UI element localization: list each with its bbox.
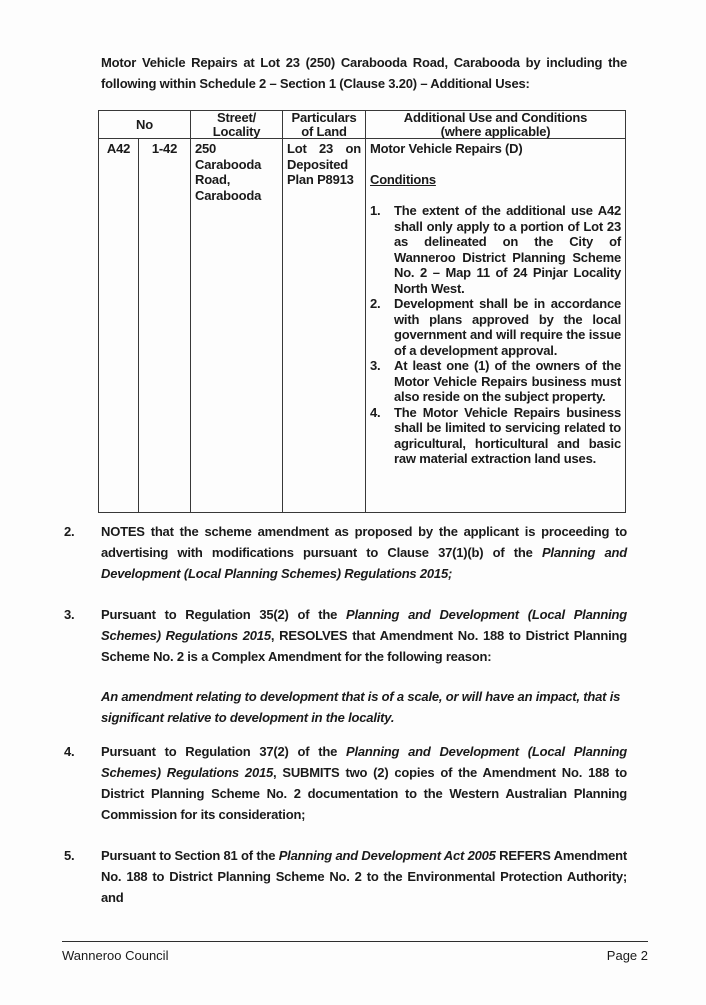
col-header-street-locality xyxy=(191,111,283,139)
col-header-no: No xyxy=(99,111,191,139)
spacer xyxy=(370,188,621,204)
complex-amendment-reason: An amendment relating to development that is of a scale, or will have an impact, that is significant relative to development in the locality. xyxy=(101,689,621,725)
item-text-segment: Pursuant to Regulation 35(2) of the xyxy=(101,607,346,622)
item-text-segment: NOTES that the scheme amendment as proposed by the applicant is proceeding to advertising with modifications pursuant to Clause 37(1)(b) of the xyxy=(101,524,627,560)
item-number: 5. xyxy=(64,848,75,863)
condition-text: Development shall be in accordance with plans approved by the local government and will require the issue of a development approval. xyxy=(394,296,621,358)
header-additional-line1: Additional Use and Conditions xyxy=(403,110,588,125)
condition-item xyxy=(370,296,621,358)
cell-no-range: 1-42 xyxy=(139,139,191,513)
header-street-line2: Locality xyxy=(212,123,261,139)
footer-council-name: Wanneroo Council xyxy=(62,948,169,963)
condition-item xyxy=(370,203,621,296)
resolution-item-3 xyxy=(64,604,627,667)
condition-item xyxy=(370,358,621,405)
item-number: 4. xyxy=(64,744,75,759)
col-header-additional-use xyxy=(366,111,626,139)
header-street-line1: Street/ xyxy=(216,110,257,125)
table-header-row xyxy=(99,111,626,139)
item-text xyxy=(101,604,627,667)
item-text-segment: Pursuant to Section 81 of the xyxy=(101,848,279,863)
condition-number: 4. xyxy=(370,404,381,420)
item-text-italic: Planning and Development (Local Planning Schemes) Regulations 2015 xyxy=(101,607,627,643)
condition-text: At least one (1) of the owners of the Motor Vehicle Repairs business must also reside on the subject property. xyxy=(394,358,621,404)
resolution-item-4 xyxy=(64,741,627,825)
item-text xyxy=(101,521,627,584)
cell-additional-use xyxy=(366,139,626,513)
item-number: 2. xyxy=(64,524,75,539)
item-text-segment: REFERS Amendment No. 188 to District Planning Scheme No. 2 to the Environmental Protection Authority; and xyxy=(101,848,627,905)
condition-number: 1. xyxy=(370,203,381,218)
condition-number: 2. xyxy=(370,296,381,311)
table-row xyxy=(99,139,626,513)
cell-no-code: A42 xyxy=(99,139,139,513)
item-text-italic: Planning and Development (Local Planning Schemes) Regulations 2015 xyxy=(101,744,627,780)
item-text-italic: Planning and Development Act 2005 xyxy=(278,848,496,863)
resolution-item-2 xyxy=(64,521,627,584)
resolution-item-5 xyxy=(64,845,627,908)
item-text-italic: Planning and Development (Local Planning Schemes) Regulations 2015; xyxy=(101,545,627,581)
cell-street-locality: 250 Carabooda Road, Carabooda xyxy=(191,139,283,513)
additional-uses-table xyxy=(98,110,626,513)
item-text-segment: Pursuant to Regulation 37(2) of the xyxy=(101,744,346,759)
header-particulars-line1: Particulars xyxy=(291,110,357,125)
conditions-heading: Conditions xyxy=(370,172,436,187)
condition-item xyxy=(370,405,621,467)
additional-use-label: Motor Vehicle Repairs (D) xyxy=(370,141,523,156)
page-footer xyxy=(62,941,648,964)
item-number: 3. xyxy=(64,607,75,622)
footer-page-number: Page 2 xyxy=(606,948,648,963)
condition-text: The extent of the additional use A42 shall only apply to a portion of Lot 23 as delineated on the City of Wanneroo District Planning Scheme No. 2 – Map 11 of 24 Pinjar Locality North West. xyxy=(394,203,621,296)
item-text xyxy=(101,741,627,825)
spacer xyxy=(370,157,621,173)
header-particulars-line2: of Land xyxy=(301,123,347,139)
item-text-segment: , RESOLVES that Amendment No. 188 to District Planning Scheme No. 2 is a Complex Amendment for the following reason: xyxy=(101,628,627,664)
col-header-particulars xyxy=(283,111,366,139)
item-text xyxy=(101,845,627,908)
condition-number: 3. xyxy=(370,358,381,373)
intro-paragraph: Motor Vehicle Repairs at Lot 23 (250) Carabooda Road, Carabooda by including the following within Schedule 2 – Section 1 (Clause 3.20) – Additional Uses: xyxy=(101,55,627,91)
condition-text: The Motor Vehicle Repairs business shall be limited to servicing related to agricultural, horticultural and basic raw material extraction land uses. xyxy=(394,404,621,466)
item-text-segment: , SUBMITS two (2) copies of the Amendment No. 188 to District Planning Scheme No. 2 documentation to the Western Australian Planning Commission for its consideration; xyxy=(101,765,627,822)
cell-particulars-of-land: Lot 23 on Deposited Plan P8913 xyxy=(283,139,366,513)
header-additional-line2: (where applicable) xyxy=(440,123,551,139)
